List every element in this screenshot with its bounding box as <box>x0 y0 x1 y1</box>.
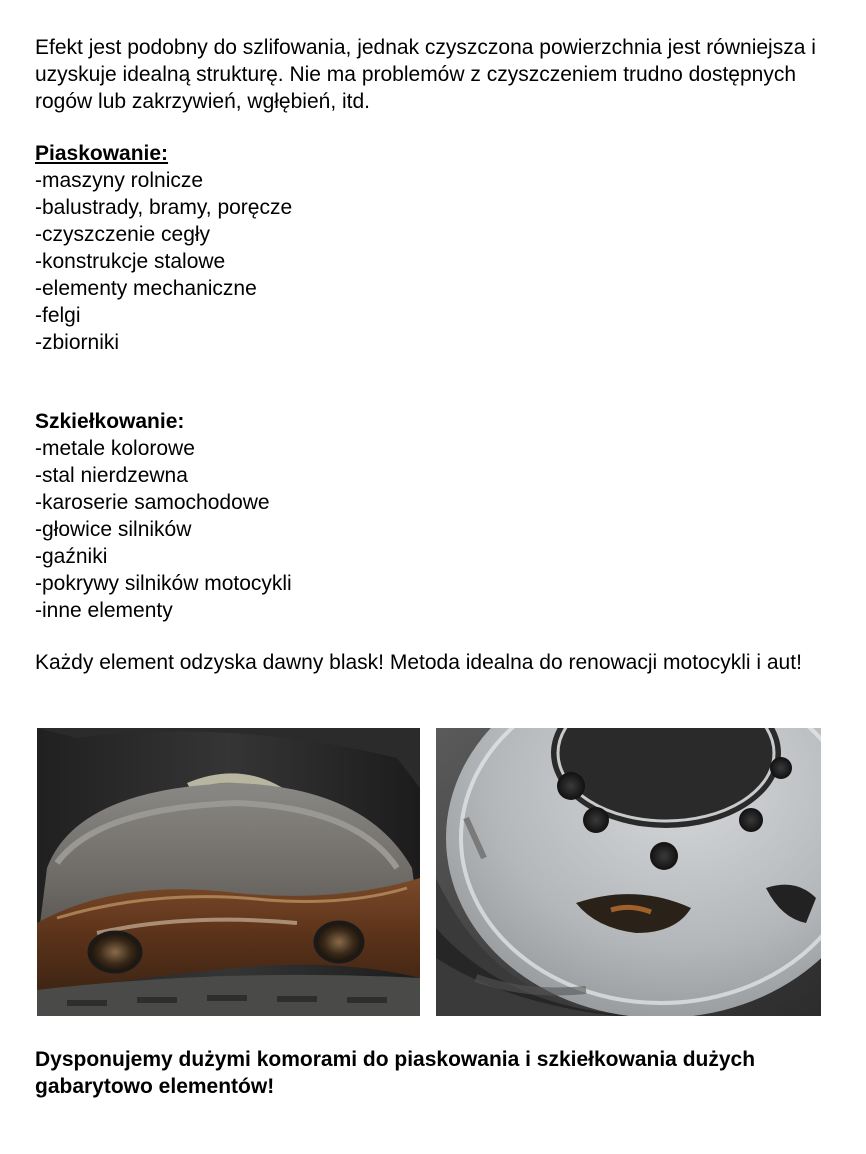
list-item: -metale kolorowe <box>35 437 195 460</box>
list-item: -karoserie samochodowe <box>35 491 270 514</box>
sandblasting-heading: Piaskowanie: <box>35 142 169 165</box>
list-item: -gaźniki <box>35 545 108 568</box>
list-item: -konstrukcje stalowe <box>35 250 226 273</box>
cleaned-silver-wheel-rim-photo <box>436 728 821 1016</box>
document-body <box>35 34 835 676</box>
glass-bead-heading: Szkiełkowanie: <box>35 410 185 433</box>
list-item: -felgi <box>35 304 81 327</box>
list-item: -zbiorniki <box>35 331 120 354</box>
list-item: -maszyny rolnicze <box>35 169 204 192</box>
list-item: -inne elementy <box>35 599 173 622</box>
list-item: -głowice silników <box>35 518 192 541</box>
list-item: -elementy mechaniczne <box>35 277 257 300</box>
photo-row <box>37 728 821 1016</box>
list-item: -czyszczenie cegły <box>35 223 211 246</box>
list-item: -stal nierdzewna <box>35 464 188 487</box>
closing-paragraph: Każdy element odzyska dawny blask! Metoda idealna do renowacji motocykli i aut! <box>35 651 802 674</box>
rusty-wheel-rim-photo <box>37 728 420 1016</box>
list-item: -balustrady, bramy, poręcze <box>35 196 293 219</box>
footer-note: Dysponujemy dużymi komorami do piaskowania i szkiełkowania dużych gabarytowo elementów! <box>35 1048 756 1098</box>
list-item: -pokrywy silników motocykli <box>35 572 292 595</box>
glass-bead-list <box>35 435 835 624</box>
intro-paragraph: Efekt jest podobny do szlifowania, jednak czyszczona powierzchnia jest równiejsza i uzyskuje idealną strukturę. Nie ma problemów z czyszczeniem trudno dostępnych rogów lub zakrzywień, wgłębień, itd. <box>35 36 816 113</box>
sandblasting-list <box>35 167 835 356</box>
